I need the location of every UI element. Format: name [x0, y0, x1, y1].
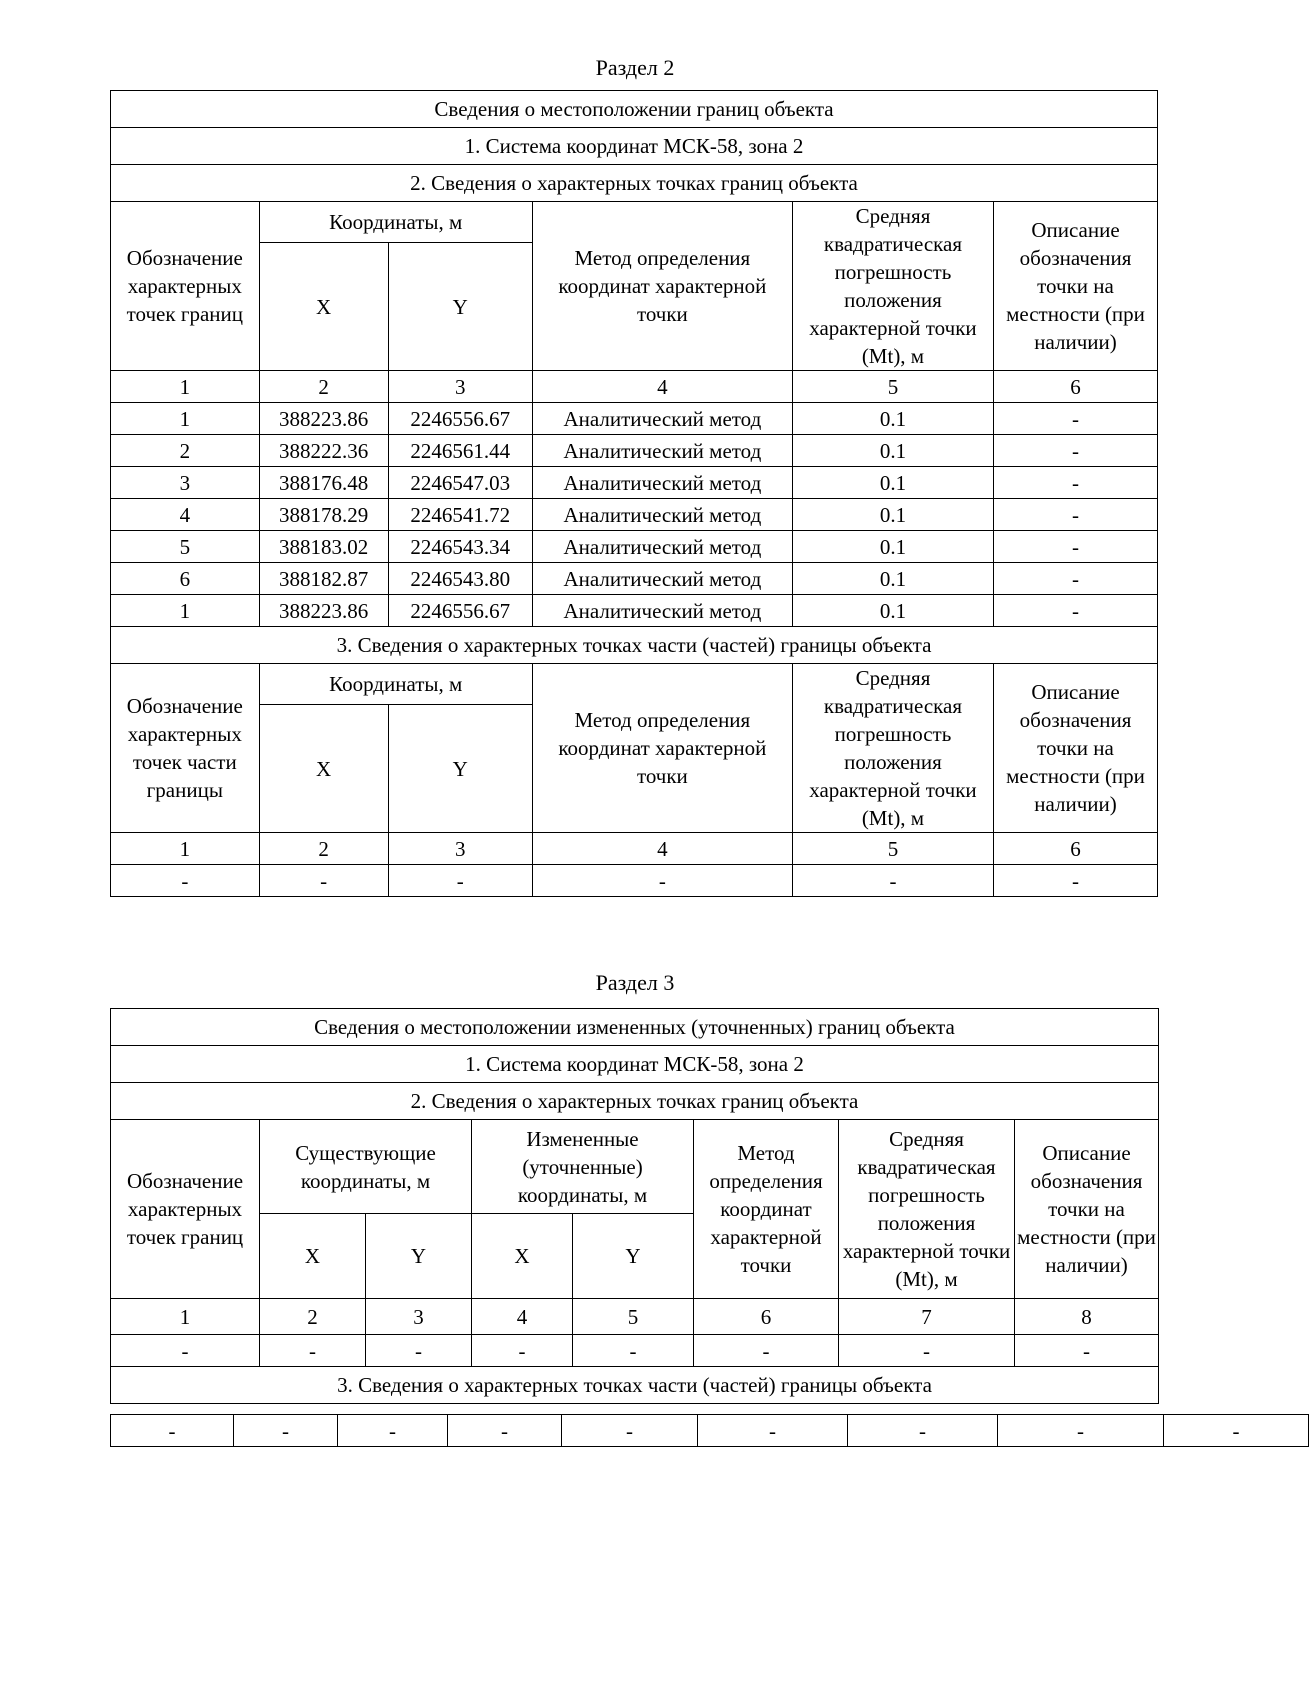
col-error: Средняя квадратическая погрешность положения характерной точки (Mt), м	[792, 202, 993, 371]
table-cell: -	[448, 1415, 562, 1447]
section-3-points-title: 2. Сведения о характерных точках границ объекта	[111, 1083, 1159, 1120]
point-mt: 0.1	[792, 435, 993, 467]
table-cell: -	[111, 1415, 234, 1447]
point-desc: -	[994, 435, 1158, 467]
col-number: 4	[472, 1299, 573, 1335]
point-number: 2	[111, 435, 260, 467]
s3-col-y2: Y	[573, 1214, 694, 1299]
s3-col-method: Метод определения координат характерной точки	[694, 1120, 839, 1299]
col-y: Y	[388, 243, 532, 371]
point-x: 388182.87	[259, 563, 388, 595]
table-row	[111, 1415, 1309, 1447]
point-y: 2246547.03	[388, 467, 532, 499]
col-number: 2	[259, 371, 388, 403]
parts-col-y: Y	[388, 705, 532, 833]
table-cell: -	[998, 1415, 1164, 1447]
section-3-table	[110, 1008, 1159, 1404]
col-number: 7	[839, 1299, 1015, 1335]
point-number: 4	[111, 499, 260, 531]
point-method: Аналитический метод	[532, 435, 792, 467]
table-cell: -	[532, 865, 792, 897]
point-x: 388178.29	[259, 499, 388, 531]
table-cell: -	[388, 865, 532, 897]
col-number: 6	[994, 833, 1158, 865]
point-mt: 0.1	[792, 467, 993, 499]
point-method: Аналитический метод	[532, 403, 792, 435]
parts-col-x: X	[259, 705, 388, 833]
point-mt: 0.1	[792, 403, 993, 435]
col-number: 1	[111, 371, 260, 403]
section-3-coord-system: 1. Система координат МСК-58, зона 2	[111, 1046, 1159, 1083]
section-2-heading: Сведения о местоположении границ объекта	[111, 91, 1158, 128]
col-number: 3	[388, 371, 532, 403]
parts-col-coords: Координаты, м	[259, 664, 532, 705]
col-number: 3	[388, 833, 532, 865]
table-row	[111, 499, 1158, 531]
table-row	[111, 865, 1158, 897]
table-cell: -	[848, 1415, 998, 1447]
parts-column-numbers-row	[111, 833, 1158, 865]
table-cell: -	[111, 865, 260, 897]
col-number: 1	[111, 833, 260, 865]
table-cell: -	[562, 1415, 698, 1447]
point-desc: -	[994, 595, 1158, 627]
col-x: X	[259, 243, 388, 371]
col-method: Метод определения координат характерной точки	[532, 202, 792, 371]
table-cell: -	[1015, 1335, 1159, 1367]
col-number: 2	[260, 1299, 366, 1335]
col-number: 1	[111, 1299, 260, 1335]
table-row	[111, 467, 1158, 499]
col-designation: Обозначение характерных точек границ	[111, 202, 260, 371]
parts-col-error: Средняя квадратическая погрешность положения характерной точки (Mt), м	[792, 664, 993, 833]
section-3-parts-table	[110, 1414, 1309, 1447]
point-desc: -	[994, 499, 1158, 531]
parts-col-method: Метод определения координат характерной точки	[532, 664, 792, 833]
col-number: 5	[792, 833, 993, 865]
table-cell: -	[694, 1335, 839, 1367]
point-mt: 0.1	[792, 499, 993, 531]
s3-col-description: Описание обозначения точки на местности (при наличии)	[1015, 1120, 1159, 1299]
col-number: 5	[792, 371, 993, 403]
section-3-parts-title: 3. Сведения о характерных точках части (частей) границы объекта	[111, 1367, 1159, 1404]
point-number: 5	[111, 531, 260, 563]
table-cell: -	[994, 865, 1158, 897]
s3-column-numbers-row	[111, 1299, 1159, 1335]
parts-col-description: Описание обозначения точки на местности (при наличии)	[994, 664, 1158, 833]
table-row	[111, 1335, 1159, 1367]
point-x: 388223.86	[259, 595, 388, 627]
column-numbers-row	[111, 371, 1158, 403]
point-number: 1	[111, 403, 260, 435]
table-cell: -	[338, 1415, 448, 1447]
section-2-title: Раздел 2	[595, 55, 675, 80]
col-number: 4	[532, 371, 792, 403]
point-y: 2246561.44	[388, 435, 532, 467]
point-x: 388223.86	[259, 403, 388, 435]
table-row	[111, 435, 1158, 467]
s3-col-designation: Обозначение характерных точек границ	[111, 1120, 260, 1299]
table-cell: -	[792, 865, 993, 897]
section-2-coord-system: 1. Система координат МСК-58, зона 2	[111, 128, 1158, 165]
point-y: 2246556.67	[388, 595, 532, 627]
point-x: 388222.36	[259, 435, 388, 467]
table-cell: -	[839, 1335, 1015, 1367]
table-row	[111, 531, 1158, 563]
table-cell: -	[1164, 1415, 1309, 1447]
point-mt: 0.1	[792, 531, 993, 563]
col-number: 2	[259, 833, 388, 865]
point-number: 3	[111, 467, 260, 499]
table-cell: -	[234, 1415, 338, 1447]
point-method: Аналитический метод	[532, 531, 792, 563]
col-coords: Координаты, м	[259, 202, 532, 243]
col-number: 3	[366, 1299, 472, 1335]
s3-col-x2: X	[472, 1214, 573, 1299]
col-number: 6	[694, 1299, 839, 1335]
point-x: 388183.02	[259, 531, 388, 563]
point-desc: -	[994, 531, 1158, 563]
col-number: 5	[573, 1299, 694, 1335]
point-mt: 0.1	[792, 563, 993, 595]
table-cell: -	[260, 1335, 366, 1367]
point-number: 6	[111, 563, 260, 595]
point-y: 2246556.67	[388, 403, 532, 435]
point-desc: -	[994, 563, 1158, 595]
point-number: 1	[111, 595, 260, 627]
col-number: 6	[994, 371, 1158, 403]
point-desc: -	[994, 467, 1158, 499]
point-x: 388176.48	[259, 467, 388, 499]
table-row	[111, 403, 1158, 435]
s3-col-error: Средняя квадратическая погрешность положения характерной точки (Mt), м	[839, 1120, 1015, 1299]
parts-col-designation: Обозначение характерных точек части границы	[111, 664, 260, 833]
section-2-parts-title: 3. Сведения о характерных точках части (частей) границы объекта	[111, 627, 1158, 664]
point-method: Аналитический метод	[532, 467, 792, 499]
point-y: 2246543.34	[388, 531, 532, 563]
point-method: Аналитический метод	[532, 499, 792, 531]
table-cell: -	[111, 1335, 260, 1367]
table-cell: -	[698, 1415, 848, 1447]
s3-col-changed: Измененные (уточненные) координаты, м	[472, 1120, 694, 1214]
table-row	[111, 595, 1158, 627]
col-number: 8	[1015, 1299, 1159, 1335]
point-y: 2246543.80	[388, 563, 532, 595]
point-method: Аналитический метод	[532, 595, 792, 627]
table-cell: -	[259, 865, 388, 897]
table-cell: -	[366, 1335, 472, 1367]
table-row	[111, 563, 1158, 595]
section-3-title: Раздел 3	[595, 970, 675, 995]
col-number: 4	[532, 833, 792, 865]
s3-col-y1: Y	[366, 1214, 472, 1299]
section-2-points-title: 2. Сведения о характерных точках границ объекта	[111, 165, 1158, 202]
table-cell: -	[573, 1335, 694, 1367]
section-2-table	[110, 90, 1158, 897]
point-y: 2246541.72	[388, 499, 532, 531]
point-desc: -	[994, 403, 1158, 435]
s3-col-existing: Существующие координаты, м	[260, 1120, 472, 1214]
point-mt: 0.1	[792, 595, 993, 627]
col-description: Описание обозначения точки на местности (при наличии)	[994, 202, 1158, 371]
s3-col-x1: X	[260, 1214, 366, 1299]
table-cell: -	[472, 1335, 573, 1367]
section-3-heading: Сведения о местоположении измененных (уточненных) границ объекта	[111, 1009, 1159, 1046]
point-method: Аналитический метод	[532, 563, 792, 595]
